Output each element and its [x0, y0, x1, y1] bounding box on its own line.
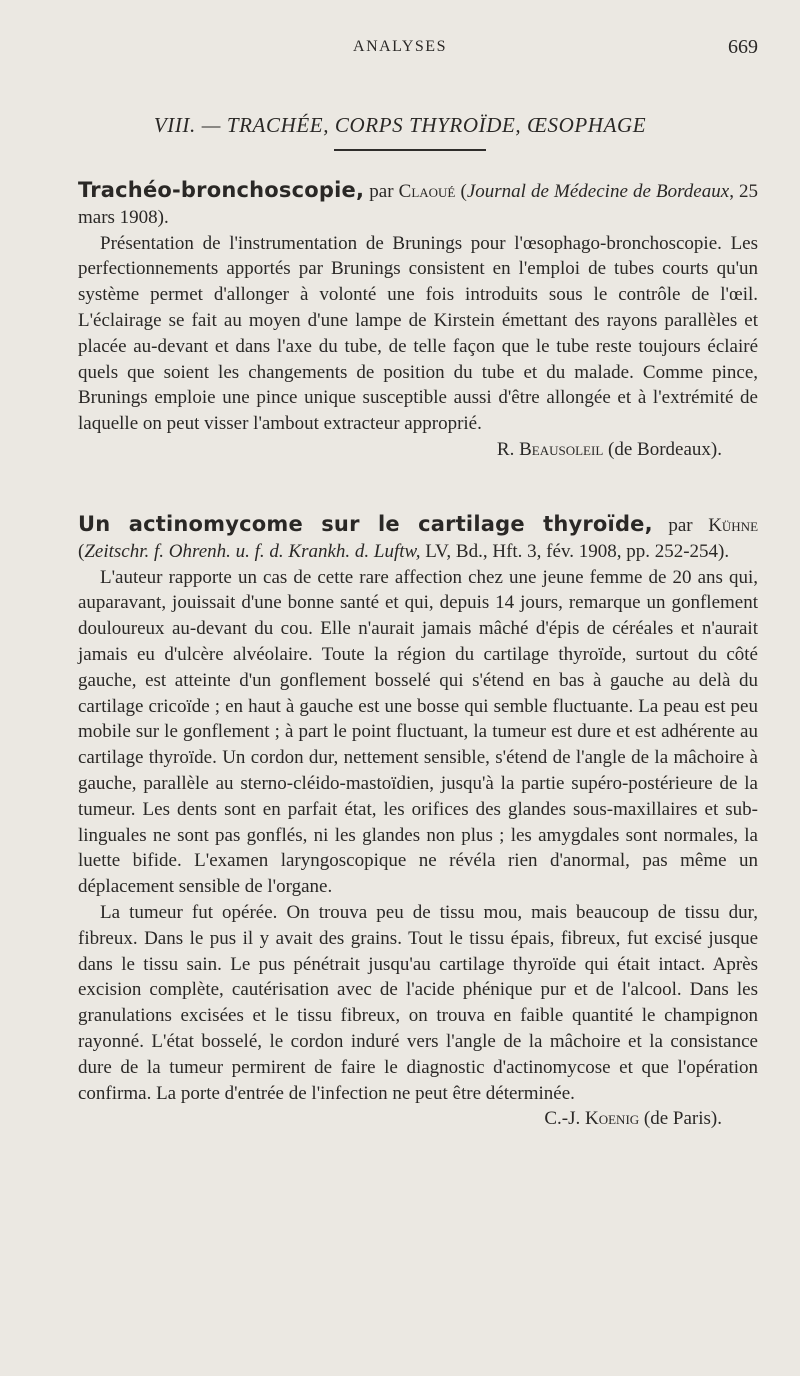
article-by: par: [668, 515, 693, 536]
article-source-rest: LV, Bd., Hft. 3, fév. 1908, pp. 252-254).: [420, 540, 730, 562]
article-actinomycoma: [78, 512, 758, 1132]
signature-name: Beausoleil: [519, 438, 604, 460]
article-signature: [78, 437, 758, 463]
signature-place: (de Bordeaux).: [608, 438, 722, 460]
article-title: Trachéo-bronchoscopie,: [78, 178, 365, 202]
article-author: Kühne: [708, 515, 759, 536]
article-source-date: , 25 mars 1908).: [78, 181, 759, 228]
article-paragraph: L'auteur rapporte un cas de cette rare affection chez une jeune femme de 20 ans qui, auparavant, jouissait d'une bonne santé et qui, depuis 14 jours, remarque un gonflement douloureux au-devant du cou. Elle n'aurait jamais mâché d'épis de céréales et n'aurait jamais eu d'ulcère alvéolaire. Toute la région du cartilage thyroïde, surtout du côté gauche, est atteinte d'un gonflement bosselé qui s'étend en bas à gauche au delà du cartilage cricoïde ; en haut à gauche est une bosse qui semble fluctuante. La peau est peu mobile sur le gonflement ; à part le point fluctuant, la tumeur est dure et est adhérente au cartilage thyroïde. Un cordon dur, nettement sensible, s'étend de l'angle de la mâchoire à gauche, parallèle au sterno-cléido-mastoïdien, jusqu'à la partie supéro-postérieure de la tumeur. Les dents sont en parfait état, les orifices des glandes sous-maxillaires et sub-linguales ne sont pas gonflés, ni les glandes non plus ; les amygdales sont normales, la luette bifide. L'examen laryngoscopique ne révéla rien d'anormal, pas même un déplacement sensible de l'organe.: [78, 566, 758, 898]
running-head-title: ANALYSES: [353, 38, 447, 55]
section-title: VIII. — TRACHÉE, CORPS THYROÏDE, ŒSOPHAGE: [153, 113, 647, 137]
running-head: [0, 36, 800, 62]
signature-initial: C.-J.: [544, 1108, 581, 1130]
article-body: Présentation de l'instrumentation de Brunings pour l'œsophago-bronchoscopie. Les perfectionnements apportés par Brunings consistent en l'emploi de tubes courts qu'un système permet d'allonger à volonté une fois introduits sous le contrôle de l'œil. L'éclairage se fait au moyen d'une lampe de Kirstein émettant des rayons parallèles et placée au-devant et dans l'axe du tube, de telle façon que le tube reste toujours éclairé quels que soient les changements de position du tube et du malade. Comme pince, Brunings emploie une pince unique susceptible aussi d'être allongée et à l'extrémité de laquelle on peut visser l'ambout extracteur approprié.: [78, 232, 758, 435]
title-divider: [334, 149, 486, 151]
signature-place: (de Paris).: [643, 1108, 722, 1130]
article-trachebronchoscopy: [78, 178, 758, 463]
article-title: Un actinomycome sur le cartilage thyroïde,: [78, 512, 653, 536]
page-number: 669: [728, 36, 758, 58]
article-paragraph: La tumeur fut opérée. On trouva peu de tissu mou, mais beaucoup de tissu dur, fibreux. Dans le pus il y avait des grains. Tout le tissu épais, fibreux, fut excisé jusque dans le tissu sain. Le pus pénétrait jusqu'au cartilage thyroïde qui était intact. Après excision complète, cautérisation avec de l'acide phénique pur et de l'alcool. Dans les granulations excisées et le tissu fibreux, on trouva en faible quantité le champignon rayonné. L'état bosselé, le cordon induré vers l'angle de la mâchoire et la consistance dure de la tumeur permirent de faire le diagnostic d'actinomycose et que l'opération confirma. La porte d'entrée de l'infection ne peut être déterminée.: [78, 901, 758, 1104]
signature-initial: R.: [496, 438, 515, 460]
article-source-open: (: [460, 181, 467, 202]
article-heading: [78, 178, 758, 231]
article-by: par: [369, 181, 394, 202]
article-signature: [78, 1106, 758, 1132]
article-journal: Journal de Médecine de Bordeaux: [466, 181, 730, 202]
signature-name: Koenig: [585, 1108, 640, 1130]
article-source-open: (: [78, 540, 85, 562]
article-journal: Zeitschr. f. Ohrenh. u. f. d. Krankh. d. Luftw,: [84, 540, 421, 562]
article-heading: [78, 512, 758, 565]
article-author: Claoué: [398, 181, 456, 202]
